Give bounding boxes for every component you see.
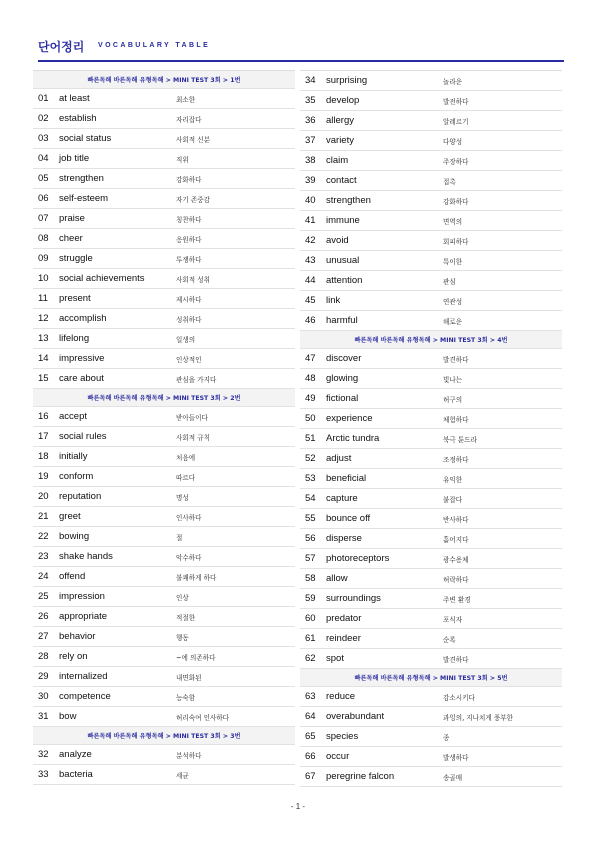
vocab-meaning: 접촉 xyxy=(443,177,456,186)
vocab-word: accept xyxy=(59,411,87,422)
vocab-number: 45 xyxy=(305,295,316,306)
vocab-number: 20 xyxy=(38,491,49,502)
vocab-meaning: 포식자 xyxy=(443,615,463,624)
vocab-word: allergy xyxy=(326,115,354,126)
vocab-number: 59 xyxy=(305,593,316,604)
vocab-meaning: 성취하다 xyxy=(176,315,202,324)
vocab-meaning: 내면화된 xyxy=(176,673,202,682)
vocab-word: reduce xyxy=(326,691,356,702)
vocab-word: struggle xyxy=(59,253,93,264)
vocab-number: 50 xyxy=(305,413,316,424)
vocab-row xyxy=(300,231,562,251)
vocab-meaning: 연관성 xyxy=(443,297,463,306)
vocab-row xyxy=(300,549,562,569)
vocab-word: analyze xyxy=(59,749,92,760)
page-number: - 1 - xyxy=(290,802,306,811)
vocab-number: 41 xyxy=(305,215,316,226)
vocab-meaning: 주장하다 xyxy=(443,157,469,166)
vocab-number: 47 xyxy=(305,353,316,364)
vocab-meaning: 특이한 xyxy=(443,257,463,266)
vocab-meaning: 조정하다 xyxy=(443,455,469,464)
vocab-meaning: 응원하다 xyxy=(176,235,202,244)
vocab-row xyxy=(300,649,562,669)
vocab-number: 35 xyxy=(305,95,316,106)
page-subtitle: VOCABULARY TABLE xyxy=(98,42,211,49)
vocab-word: unusual xyxy=(326,255,360,266)
vocab-word: greet xyxy=(59,511,81,522)
vocab-number: 18 xyxy=(38,451,49,462)
vocab-meaning: 불쾌하게 하다 xyxy=(176,573,217,582)
vocab-number: 14 xyxy=(38,353,49,364)
vocab-word: self-esteem xyxy=(59,193,109,204)
vocab-word: variety xyxy=(326,135,354,146)
vocab-meaning: 자기 존중감 xyxy=(176,195,210,204)
vocab-row xyxy=(300,609,562,629)
vocab-number: 24 xyxy=(38,571,49,582)
vocab-number: 37 xyxy=(305,135,316,146)
vocab-meaning: 흩어지다 xyxy=(443,535,469,544)
vocab-meaning: 인사하다 xyxy=(176,513,202,522)
vocab-row xyxy=(300,449,562,469)
vocab-word: initially xyxy=(59,451,88,462)
vocab-meaning: 발견하다 xyxy=(443,655,469,664)
vocab-word: adjust xyxy=(326,453,352,464)
vocab-number: 62 xyxy=(305,653,316,664)
vocab-row xyxy=(300,71,562,91)
vocab-meaning: 허리숙여 인사하다 xyxy=(176,713,230,722)
vocab-word: capture xyxy=(326,493,358,504)
vocab-word: disperse xyxy=(326,533,362,544)
vocab-meaning: 주변 환경 xyxy=(443,595,471,604)
vocab-row xyxy=(300,509,562,529)
vocab-number: 51 xyxy=(305,433,316,444)
vocab-meaning: 인상적인 xyxy=(176,355,202,364)
vocab-number: 23 xyxy=(38,551,49,562)
vocab-number: 40 xyxy=(305,195,316,206)
vocab-number: 29 xyxy=(38,671,49,682)
vocab-meaning: 회피하다 xyxy=(443,237,469,246)
vocab-word: bowing xyxy=(59,531,90,542)
vocab-word: appropriate xyxy=(59,611,108,622)
vocab-number: 46 xyxy=(305,315,316,326)
vocab-meaning: 악수하다 xyxy=(176,553,202,562)
vocab-row xyxy=(33,269,295,289)
section-header: 빠른독해 바른독해 유형독해 > MINI TEST 3회 > 5번 xyxy=(300,669,562,687)
vocab-row xyxy=(33,547,295,567)
vocab-word: strengthen xyxy=(59,173,104,184)
vocab-word: surroundings xyxy=(326,593,381,604)
vocab-row xyxy=(300,151,562,171)
vocab-row xyxy=(33,189,295,209)
vocab-word: discover xyxy=(326,353,362,364)
vocab-row xyxy=(33,765,295,785)
vocab-meaning: 최소한 xyxy=(176,95,196,104)
vocab-meaning: 다양성 xyxy=(443,137,463,146)
vocab-meaning: 붙잡다 xyxy=(443,495,463,504)
vocab-row xyxy=(33,745,295,765)
vocab-meaning: 자리잡다 xyxy=(176,115,202,124)
vocab-row xyxy=(33,647,295,667)
vocab-meaning: 면역의 xyxy=(443,217,463,226)
vocab-row xyxy=(33,467,295,487)
vocab-row xyxy=(33,627,295,647)
vocab-number: 66 xyxy=(305,751,316,762)
vocab-row xyxy=(300,687,562,707)
vocab-row xyxy=(300,569,562,589)
vocab-word: care about xyxy=(59,373,104,384)
vocab-word: social rules xyxy=(59,431,107,442)
vocab-number: 27 xyxy=(38,631,49,642)
vocab-meaning: 반사하다 xyxy=(443,515,469,524)
vocab-number: 39 xyxy=(305,175,316,186)
vocab-row xyxy=(33,229,295,249)
vocab-row xyxy=(300,469,562,489)
vocab-number: 06 xyxy=(38,193,49,204)
vocab-word: photoreceptors xyxy=(326,553,390,564)
vocab-row xyxy=(33,309,295,329)
vocab-word: lifelong xyxy=(59,333,90,344)
vocab-row xyxy=(33,707,295,727)
vocab-meaning: 일생의 xyxy=(176,335,196,344)
vocab-word: peregrine falcon xyxy=(326,771,395,782)
vocab-number: 54 xyxy=(305,493,316,504)
vocab-number: 05 xyxy=(38,173,49,184)
vocab-word: behavior xyxy=(59,631,96,642)
page-title: 단어정리 xyxy=(38,40,85,54)
vocab-word: develop xyxy=(326,95,360,106)
vocab-word: rely on xyxy=(59,651,88,662)
vocab-word: avoid xyxy=(326,235,349,246)
vocab-word: strengthen xyxy=(326,195,371,206)
vocab-word: accomplish xyxy=(59,313,107,324)
vocab-meaning: 체험하다 xyxy=(443,415,469,424)
vocab-number: 49 xyxy=(305,393,316,404)
vocab-meaning: 감소시키다 xyxy=(443,693,475,702)
vocab-row xyxy=(33,527,295,547)
section-header: 빠른독해 바른독해 유형독해 > MINI TEST 3회 > 3번 xyxy=(33,727,295,745)
vocab-number: 07 xyxy=(38,213,49,224)
vocab-number: 21 xyxy=(38,511,49,522)
vocab-number: 64 xyxy=(305,711,316,722)
vocab-row xyxy=(33,149,295,169)
vocab-meaning: 놀라운 xyxy=(443,77,463,86)
vocab-meaning: 따르다 xyxy=(176,473,196,482)
vocab-row xyxy=(300,131,562,151)
vocab-word: social status xyxy=(59,133,112,144)
vocab-word: harmful xyxy=(326,315,358,326)
vocab-number: 32 xyxy=(38,749,49,760)
vocab-row xyxy=(33,289,295,309)
vocab-number: 16 xyxy=(38,411,49,422)
vocab-number: 15 xyxy=(38,373,49,384)
vocab-row xyxy=(33,329,295,349)
vocab-meaning: 능숙함 xyxy=(176,693,196,702)
vocab-word: reindeer xyxy=(326,633,361,644)
vocab-number: 44 xyxy=(305,275,316,286)
vocab-word: at least xyxy=(59,93,90,104)
vocab-number: 17 xyxy=(38,431,49,442)
vocab-word: attention xyxy=(326,275,363,286)
vocab-row xyxy=(300,767,562,787)
vocab-row xyxy=(300,171,562,191)
section-header: 빠른독해 바른독해 유형독해 > MINI TEST 3회 > 2번 xyxy=(33,389,295,407)
vocab-number: 33 xyxy=(38,769,49,780)
vocab-row xyxy=(300,211,562,231)
vocab-word: conform xyxy=(59,471,94,482)
vocab-row xyxy=(33,587,295,607)
vocab-word: internalized xyxy=(59,671,108,682)
vocab-meaning: 처음에 xyxy=(176,453,196,462)
vocab-row xyxy=(300,251,562,271)
vocab-row xyxy=(33,687,295,707)
vocab-word: fictional xyxy=(326,393,359,404)
vocab-row xyxy=(300,629,562,649)
vocab-meaning: 분석하다 xyxy=(176,751,202,760)
vocab-row xyxy=(33,369,295,389)
vocab-word: bow xyxy=(59,711,77,722)
vocab-word: allow xyxy=(326,573,348,584)
vocab-row xyxy=(33,209,295,229)
vocab-meaning: 발전하다 xyxy=(443,97,469,106)
vocab-word: cheer xyxy=(59,233,83,244)
vocab-number: 42 xyxy=(305,235,316,246)
vocab-meaning: 강화하다 xyxy=(176,175,202,184)
vocab-number: 13 xyxy=(38,333,49,344)
vocab-meaning: 절 xyxy=(176,533,183,542)
vocab-number: 02 xyxy=(38,113,49,124)
vocab-row xyxy=(300,589,562,609)
vocab-number: 58 xyxy=(305,573,316,584)
vocab-meaning: 허구의 xyxy=(443,395,463,404)
vocab-word: competence xyxy=(59,691,111,702)
vocab-number: 55 xyxy=(305,513,316,524)
vocab-number: 28 xyxy=(38,651,49,662)
vocab-number: 63 xyxy=(305,691,316,702)
vocab-number: 10 xyxy=(38,273,49,284)
vocab-word: spot xyxy=(326,653,344,664)
vocab-row xyxy=(33,407,295,427)
vocab-meaning: 송골매 xyxy=(443,773,463,782)
vocab-word: species xyxy=(326,731,359,742)
vocab-number: 34 xyxy=(305,75,316,86)
vocab-word: glowing xyxy=(326,373,359,384)
vocab-row xyxy=(300,369,562,389)
vocab-row xyxy=(300,747,562,767)
vocab-number: 36 xyxy=(305,115,316,126)
vocab-row xyxy=(33,109,295,129)
vocab-word: impressive xyxy=(59,353,105,364)
vocab-row xyxy=(300,91,562,111)
section-header: 빠른독해 바른독해 유형독해 > MINI TEST 3회 > 1번 xyxy=(33,71,295,89)
vocab-row xyxy=(33,487,295,507)
vocab-number: 25 xyxy=(38,591,49,602)
vocab-word: bounce off xyxy=(326,513,371,524)
vocab-number: 11 xyxy=(38,293,48,304)
vocab-number: 43 xyxy=(305,255,316,266)
vocab-meaning: 발생하다 xyxy=(443,753,469,762)
vocab-number: 09 xyxy=(38,253,49,264)
vocab-meaning: 발견하다 xyxy=(443,355,469,364)
vocab-meaning: 세균 xyxy=(176,771,189,780)
vocab-row xyxy=(300,707,562,727)
vocab-word: present xyxy=(59,293,91,304)
vocab-meaning: 유익한 xyxy=(443,475,463,484)
vocab-word: occur xyxy=(326,751,350,762)
vocab-word: shake hands xyxy=(59,551,113,562)
vocab-row xyxy=(33,249,295,269)
vocab-number: 38 xyxy=(305,155,316,166)
vocab-number: 67 xyxy=(305,771,316,782)
vocab-number: 53 xyxy=(305,473,316,484)
vocab-row xyxy=(33,89,295,109)
vocab-number: 52 xyxy=(305,453,316,464)
vocab-number: 56 xyxy=(305,533,316,544)
vocab-meaning: 북극 툰드라 xyxy=(443,435,477,444)
vocab-row xyxy=(300,349,562,369)
vocab-row xyxy=(33,447,295,467)
page-header xyxy=(38,38,564,62)
vocab-number: 12 xyxy=(38,313,49,324)
vocab-row xyxy=(33,607,295,627)
vocab-word: social achievements xyxy=(59,273,145,284)
vocab-meaning: 종 xyxy=(443,733,450,742)
vocab-row xyxy=(33,129,295,149)
vocab-number: 22 xyxy=(38,531,49,542)
vocab-word: claim xyxy=(326,155,349,166)
vocab-number: 26 xyxy=(38,611,49,622)
vocab-word: predator xyxy=(326,613,362,624)
vocab-word: job title xyxy=(59,153,90,164)
vocab-number: 65 xyxy=(305,731,316,742)
vocab-row xyxy=(300,111,562,131)
vocab-column-left xyxy=(33,70,295,785)
vocab-meaning: 순록 xyxy=(443,635,456,644)
vocab-meaning: 과잉의, 지나치게 풍부한 xyxy=(443,713,513,722)
vocab-row xyxy=(33,427,295,447)
vocab-number: 60 xyxy=(305,613,316,624)
vocab-word: contact xyxy=(326,175,357,186)
vocab-meaning: 직위 xyxy=(176,155,189,164)
vocab-number: 19 xyxy=(38,471,49,482)
vocab-meaning: 강화하다 xyxy=(443,197,469,206)
vocab-word: offend xyxy=(59,571,86,582)
vocab-word: immune xyxy=(326,215,360,226)
vocab-number: 30 xyxy=(38,691,49,702)
vocab-meaning: 관심을 가지다 xyxy=(176,375,217,384)
vocab-row xyxy=(33,507,295,527)
vocab-meaning: 빛나는 xyxy=(443,375,463,384)
vocab-word: establish xyxy=(59,113,97,124)
vocab-row xyxy=(300,409,562,429)
vocab-meaning: 인상 xyxy=(176,593,189,602)
vocab-word: praise xyxy=(59,213,85,224)
vocab-number: 31 xyxy=(38,711,49,722)
vocab-meaning: 사회적 성취 xyxy=(176,275,210,284)
vocab-number: 61 xyxy=(305,633,316,644)
vocab-row xyxy=(300,271,562,291)
vocab-number: 03 xyxy=(38,133,49,144)
vocab-row xyxy=(300,727,562,747)
vocab-row xyxy=(300,529,562,549)
vocab-word: reputation xyxy=(59,491,102,502)
vocab-meaning: 사회적 신분 xyxy=(176,135,210,144)
vocab-meaning: 적절한 xyxy=(176,613,196,622)
vocab-number: 04 xyxy=(38,153,49,164)
vocab-row xyxy=(300,291,562,311)
vocab-meaning: 알레르기 xyxy=(443,117,469,126)
vocab-meaning: 광수용체 xyxy=(443,555,469,564)
vocab-row xyxy=(33,349,295,369)
vocab-meaning: 허락하다 xyxy=(443,575,469,584)
vocab-meaning: 관심 xyxy=(443,277,456,286)
vocab-word: overabundant xyxy=(326,711,385,722)
vocab-meaning: 칭찬하다 xyxy=(176,215,202,224)
vocab-word: link xyxy=(326,295,341,306)
vocab-row xyxy=(33,567,295,587)
section-header: 빠른독해 바른독해 유형독해 > MINI TEST 3회 > 4번 xyxy=(300,331,562,349)
vocab-word: Arctic tundra xyxy=(326,433,380,444)
vocab-row xyxy=(33,667,295,687)
vocab-row xyxy=(300,191,562,211)
vocab-word: impression xyxy=(59,591,105,602)
vocab-meaning: ~에 의존하다 xyxy=(176,653,216,662)
vocab-meaning: 받아들이다 xyxy=(176,413,208,422)
vocab-meaning: 투쟁하다 xyxy=(176,255,202,264)
vocab-number: 57 xyxy=(305,553,316,564)
vocab-row xyxy=(300,311,562,331)
vocab-word: surprising xyxy=(326,75,368,86)
vocab-number: 08 xyxy=(38,233,49,244)
vocab-word: bacteria xyxy=(59,769,93,780)
vocab-row xyxy=(33,169,295,189)
vocab-meaning: 제시하다 xyxy=(176,295,202,304)
vocab-word: experience xyxy=(326,413,373,424)
vocab-row xyxy=(300,489,562,509)
vocab-meaning: 명성 xyxy=(176,493,189,502)
vocab-number: 01 xyxy=(38,93,49,104)
vocab-column-right xyxy=(300,70,562,787)
vocab-number: 48 xyxy=(305,373,316,384)
vocab-row xyxy=(300,429,562,449)
vocab-word: beneficial xyxy=(326,473,367,484)
vocab-meaning: 해로운 xyxy=(443,317,463,326)
vocab-meaning: 사회적 규칙 xyxy=(176,433,210,442)
vocab-meaning: 행동 xyxy=(176,633,189,642)
vocab-row xyxy=(300,389,562,409)
